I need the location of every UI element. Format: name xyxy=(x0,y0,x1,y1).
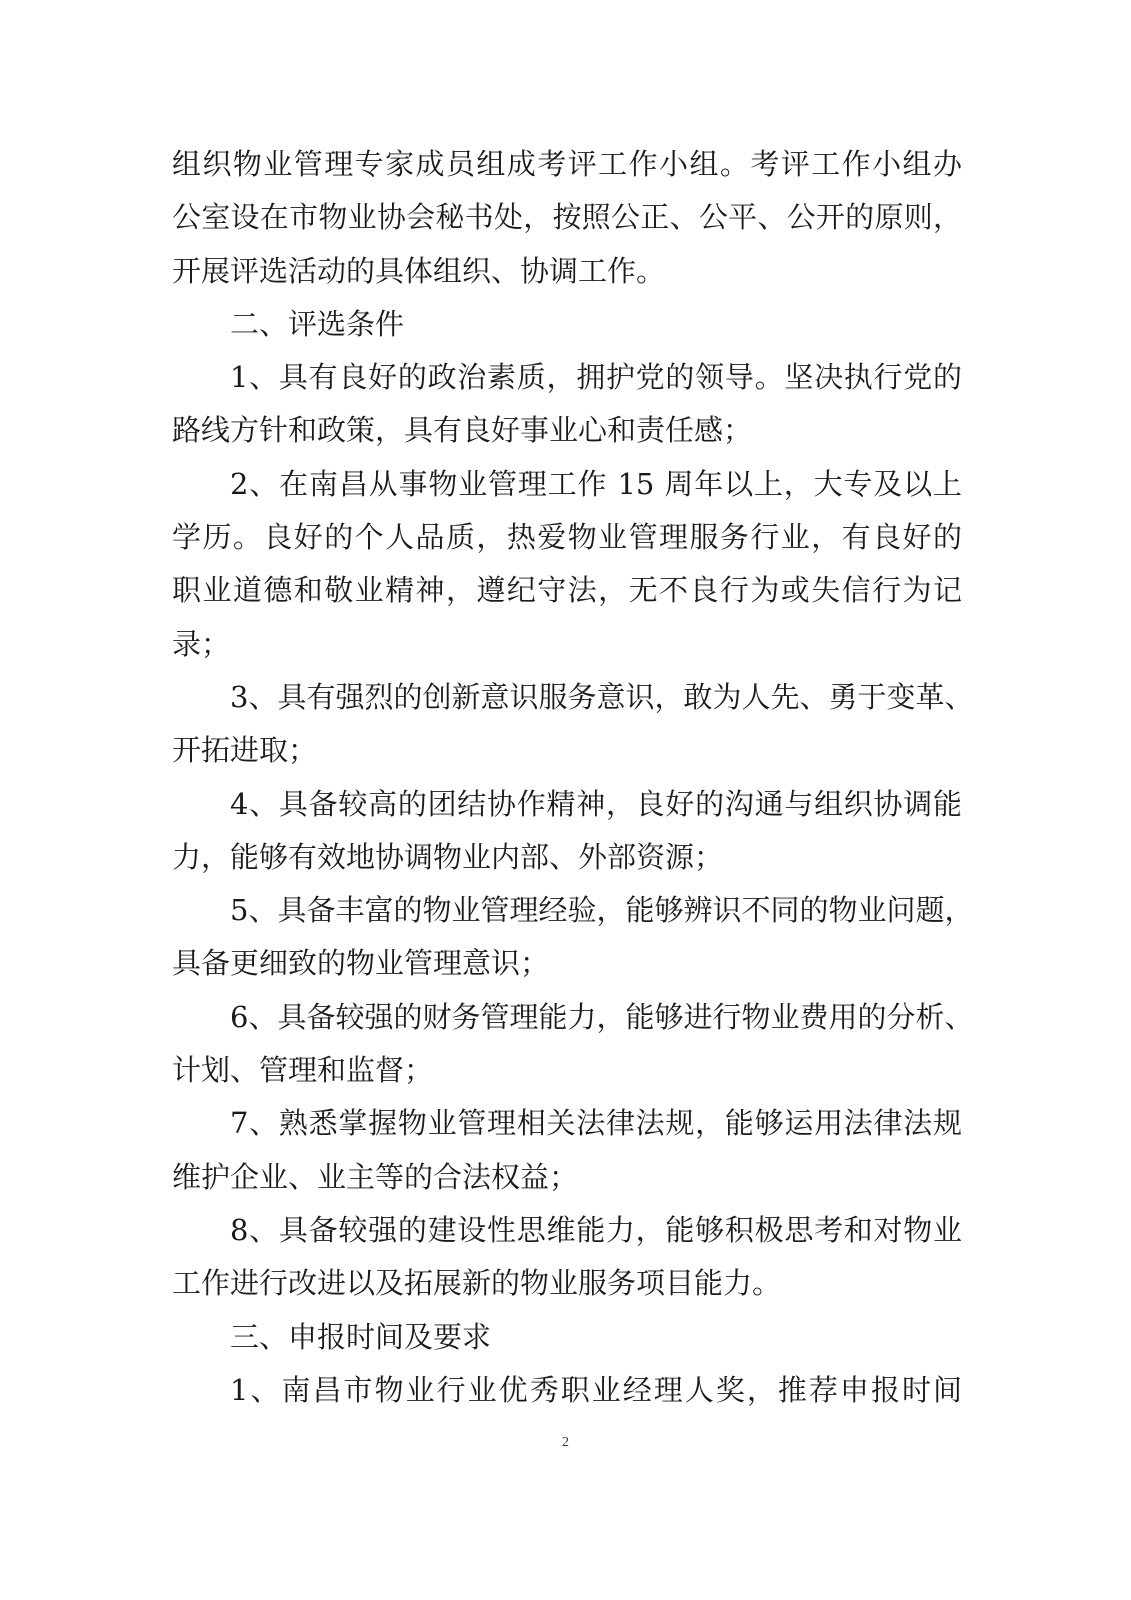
text-line: 开展评选活动的具体组织、协调工作。 xyxy=(172,253,666,288)
text-line: 1、南昌市物业行业优秀职业经理人奖，推荐申报时间 xyxy=(230,1372,962,1407)
text-line: 三、申报时间及要求 xyxy=(230,1319,492,1354)
text-line: 学历。良好的个人品质，热爱物业管理服务行业，有良好的 xyxy=(172,520,962,555)
text-line: 路线方针和政策，具有良好事业心和责任感； xyxy=(172,413,753,448)
text-line: 6、具备较强的财务管理能力，能够进行物业费用的分析、 xyxy=(230,999,974,1034)
text-line: 组织物业管理专家成员组成考评工作小组。考评工作小组办 xyxy=(172,147,962,181)
text-line: 8、具备较强的建设性思维能力，能够积极思考和对物业 xyxy=(230,1212,962,1247)
text-line: 7、熟悉掌握物业管理相关法律法规，能够运用法律法规 xyxy=(230,1106,962,1141)
text-line: 计划、管理和监督； xyxy=(172,1053,434,1088)
text-line: 工作进行改进以及拓展新的物业服务项目能力。 xyxy=(172,1266,782,1301)
text-line: 2、在南昌从事物业管理工作 15 周年以上，大专及以上 xyxy=(230,466,962,501)
text-line: 开拓进取； xyxy=(172,733,318,768)
text-line: 职业道德和敬业精神，遵纪守法，无不良行为或失信行为记 xyxy=(172,573,962,608)
text-line: 维护企业、业主等的合法权益； xyxy=(172,1159,579,1194)
text-line: 1、具有良好的政治素质，拥护党的领导。坚决执行党的 xyxy=(230,360,962,395)
text-line: 录； xyxy=(172,626,231,661)
page-number: 2 xyxy=(562,1435,569,1450)
text-line: 二、评选条件 xyxy=(230,306,405,341)
document-body xyxy=(172,138,974,1417)
text-line: 公室设在市物业协会秘书处，按照公正、公平、公开的原则， xyxy=(172,200,962,235)
text-line: 3、具有强烈的创新意识服务意识，敢为人先、勇于变革、 xyxy=(230,679,974,714)
text-line: 4、具备较高的团结协作精神，良好的沟通与组织协调能 xyxy=(230,786,962,821)
text-line: 5、具备丰富的物业管理经验，能够辨识不同的物业问题， xyxy=(230,893,974,928)
text-line: 力，能够有效地协调物业内部、外部资源； xyxy=(172,839,724,874)
text-line: 具备更细致的物业管理意识； xyxy=(172,946,550,981)
